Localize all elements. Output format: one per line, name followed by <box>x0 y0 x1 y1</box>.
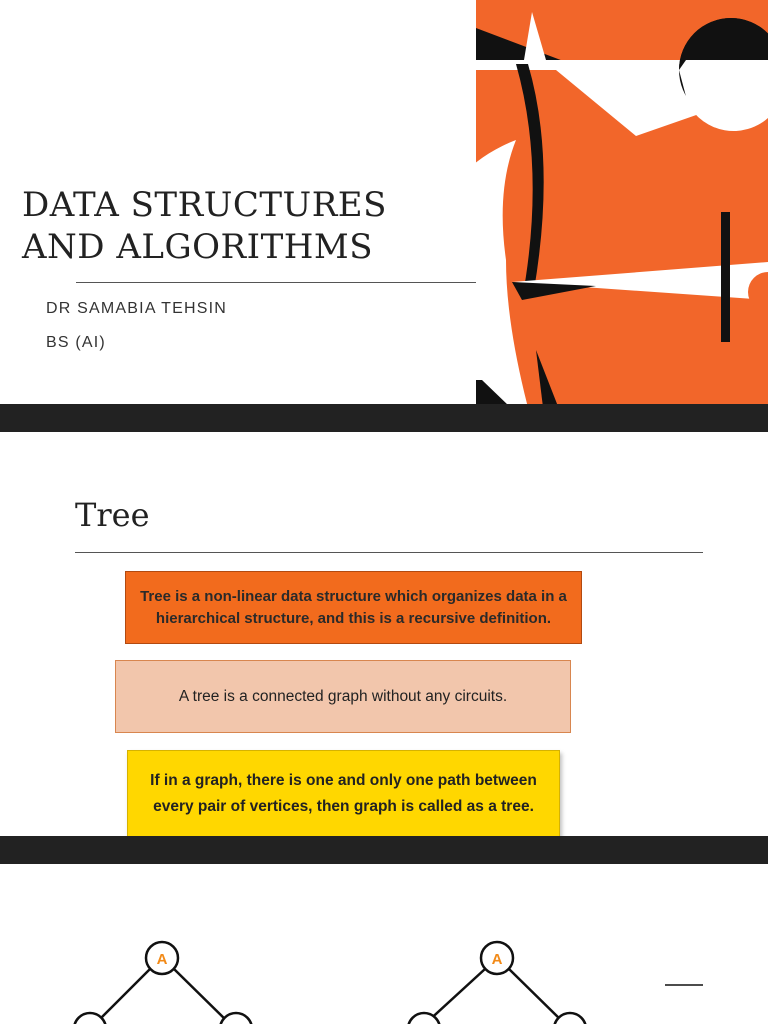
slide-title: Tree <box>75 496 150 534</box>
edge <box>509 969 565 1024</box>
tree-diagram-slide <box>0 864 768 1024</box>
deck-title-line1: DATA STRUCTURES <box>22 185 387 225</box>
author-name: DR SAMABIA TEHSIN <box>46 300 228 317</box>
node-label: A <box>156 951 168 968</box>
definition-box-orange <box>125 571 582 644</box>
tree-node <box>74 1013 106 1024</box>
edge <box>95 969 150 1024</box>
definition-text: If in a graph, there is one and only one path between every pair of vertices, then graph is called as a tree. <box>150 772 537 815</box>
definition-box-yellow <box>127 750 560 838</box>
tree-right <box>408 942 586 1024</box>
node-label: A <box>491 951 503 968</box>
title-slide <box>0 0 768 432</box>
slide-gap <box>0 404 768 432</box>
tree-left <box>74 942 252 1024</box>
deck-title <box>22 184 472 268</box>
definition-text: Tree is a non-linear data structure which organizes data in a hierarchical structure, and this is a recursive definition. <box>140 587 567 627</box>
title-divider <box>75 552 703 553</box>
tree-node <box>220 1013 252 1024</box>
tree-definition-slide <box>0 432 768 864</box>
program-label: BS (AI) <box>46 334 106 351</box>
abstract-art-image <box>476 0 768 432</box>
slide-gap <box>0 836 768 864</box>
definition-text: A tree is a connected graph without any circuits. <box>178 687 508 705</box>
deck-title-line2: AND ALGORITHMS <box>22 227 374 267</box>
edge <box>174 969 230 1024</box>
tree-diagrams <box>0 864 768 1024</box>
title-divider <box>76 282 476 283</box>
definition-box-peach <box>115 660 571 733</box>
tree-node <box>554 1013 586 1024</box>
